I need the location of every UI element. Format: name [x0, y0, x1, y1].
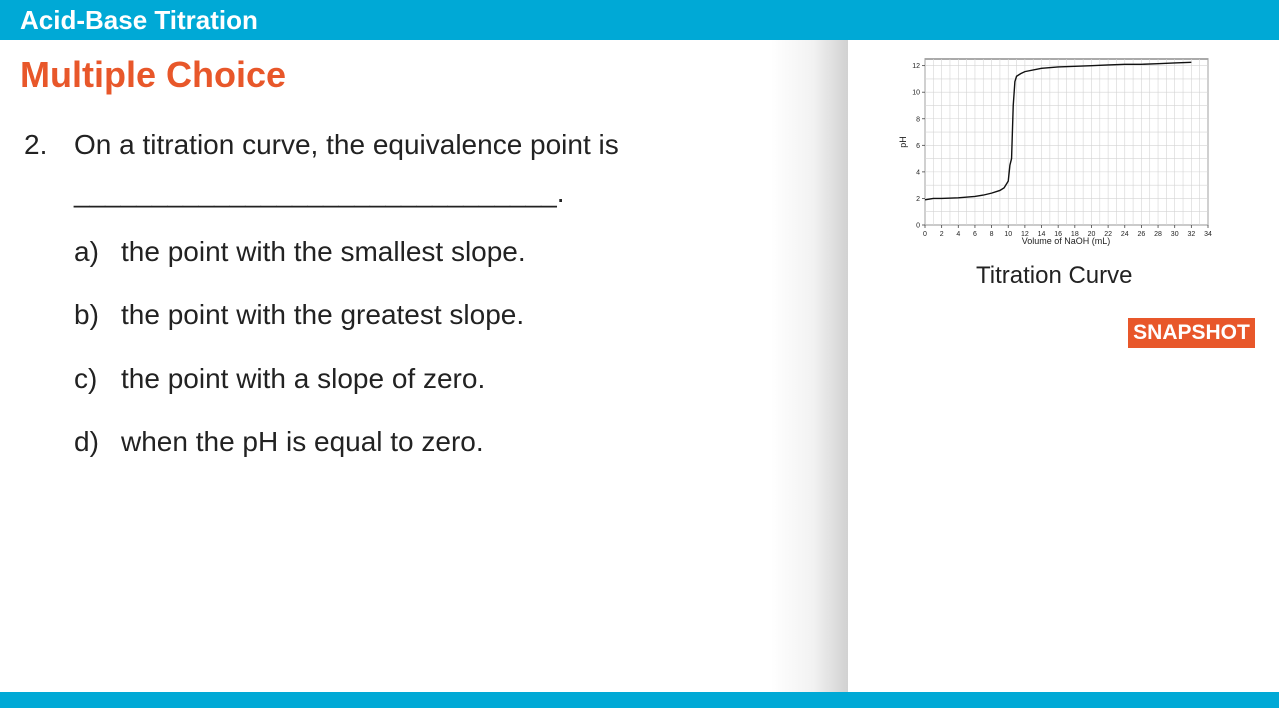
question-number: 2.: [24, 129, 48, 160]
x-tick-label: 22: [1104, 231, 1113, 238]
titration-chart: [888, 52, 1218, 252]
x-tick-label: 8: [989, 231, 994, 238]
question-text: On a titration curve, the equivalence point is: [74, 129, 619, 160]
y-tick-label: 6: [916, 142, 920, 150]
x-tick-label: 18: [1070, 231, 1079, 238]
x-tick-label: 24: [1120, 231, 1129, 238]
x-tick-label: 32: [1187, 231, 1196, 238]
y-tick-label: 0: [916, 222, 920, 230]
y-axis-label: pH: [898, 136, 908, 148]
option-a-text[interactable]: the point with the smallest slope.: [121, 236, 526, 267]
chart-caption: Titration Curve: [976, 262, 1133, 289]
option-b-text[interactable]: the point with the greatest slope.: [121, 299, 525, 330]
y-tick-label: 2: [916, 195, 920, 203]
option-c-letter[interactable]: c): [74, 363, 98, 394]
x-tick-label: 34: [1204, 231, 1212, 238]
option-b-letter[interactable]: b): [74, 299, 99, 330]
option-d-letter[interactable]: d): [74, 426, 99, 457]
footer-bar: [0, 692, 1279, 708]
x-tick-label: 26: [1137, 231, 1146, 238]
titration-chart-svg: [888, 52, 1218, 252]
section-heading: Multiple Choice: [20, 54, 287, 95]
x-axis-label: Volume of NaOH (mL): [1021, 236, 1111, 246]
y-tick-label: 10: [912, 89, 920, 97]
option-a-letter[interactable]: a): [74, 236, 99, 267]
x-tick-label: 10: [1004, 231, 1013, 238]
question-blank: _______________________________.: [74, 177, 565, 208]
y-tick-label: 4: [916, 169, 920, 177]
snapshot-badge[interactable]: SNAPSHOT: [1128, 318, 1255, 348]
x-tick-label: 14: [1037, 231, 1046, 238]
option-c-text[interactable]: the point with a slope of zero.: [121, 363, 486, 394]
option-d-text[interactable]: when the pH is equal to zero.: [121, 426, 484, 457]
x-tick-label: 30: [1170, 231, 1179, 238]
header-bar: [0, 0, 1279, 40]
x-tick-label: 4: [956, 231, 961, 238]
slide-topic-title: Acid-Base Titration: [20, 5, 258, 35]
y-tick-label: 8: [916, 116, 920, 124]
x-tick-label: 28: [1154, 231, 1162, 238]
x-tick-label: 0: [923, 231, 927, 238]
x-tick-label: 12: [1020, 231, 1029, 238]
x-tick-label: 6: [972, 231, 977, 238]
x-tick-label: 16: [1054, 231, 1063, 238]
page-fold-shadow: [770, 40, 848, 692]
x-tick-label: 20: [1087, 231, 1096, 238]
y-tick-label: 12: [912, 63, 920, 71]
x-tick-label: 2: [939, 231, 944, 238]
